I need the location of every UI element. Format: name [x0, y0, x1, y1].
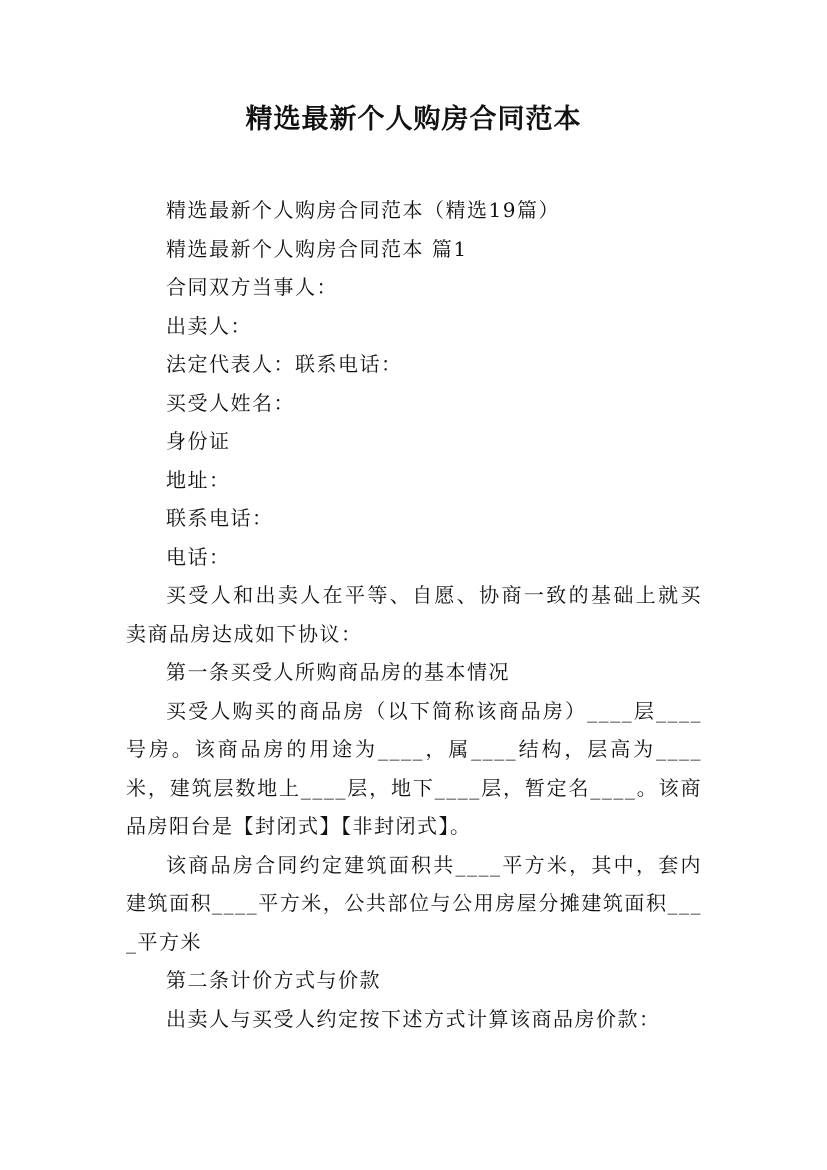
paragraph-agreement-intro: 买受人和出卖人在平等、自愿、协商一致的基础上就买卖商品房达成如下协议：: [126, 583, 702, 646]
paragraph-phone: 电话：: [166, 544, 231, 569]
paragraph-parties: 合同双方当事人：: [166, 275, 338, 299]
paragraph-pricing-method: 出卖人与买受人约定按下述方式计算该商品房价款：: [166, 1006, 661, 1031]
paragraph-area-details: 该商品房合同约定建筑面积共____平方米，其中，套内建筑面积____平方米，公共部位与公用房屋分摊建筑面积____平方米: [126, 852, 702, 954]
document-body: [126, 191, 702, 1038]
paragraph-contact-phone: 联系电话：: [166, 506, 274, 530]
paragraph-legal-representative: 法定代表人：联系电话：: [166, 352, 403, 376]
paragraph-id-card: 身份证: [166, 429, 231, 453]
paragraph-article-2-heading: 第二条计价方式与价款: [166, 968, 381, 992]
paragraph-subtitle: 精选最新个人购房合同范本（精选19篇）: [166, 198, 560, 222]
paragraph-address: 地址：: [166, 467, 231, 492]
paragraph-property-details: 买受人购买的商品房（以下简称该商品房）____层____号房。该商品房的用途为____，属____结构，层高为____米，建筑层数地上____层，地下____层，暂定名____。该商品房阳台是【封闭式】【非封闭式】。: [126, 698, 702, 838]
document-title: 精选最新个人购房合同范本: [245, 104, 582, 135]
paragraph-chapter-heading: 精选最新个人购房合同范本 篇1: [166, 236, 468, 261]
paragraph-article-1-heading: 第一条买受人所购商品房的基本情况: [166, 660, 510, 684]
paragraph-buyer-name: 买受人姓名：: [166, 390, 295, 415]
paragraph-seller: 出卖人：: [166, 313, 252, 338]
